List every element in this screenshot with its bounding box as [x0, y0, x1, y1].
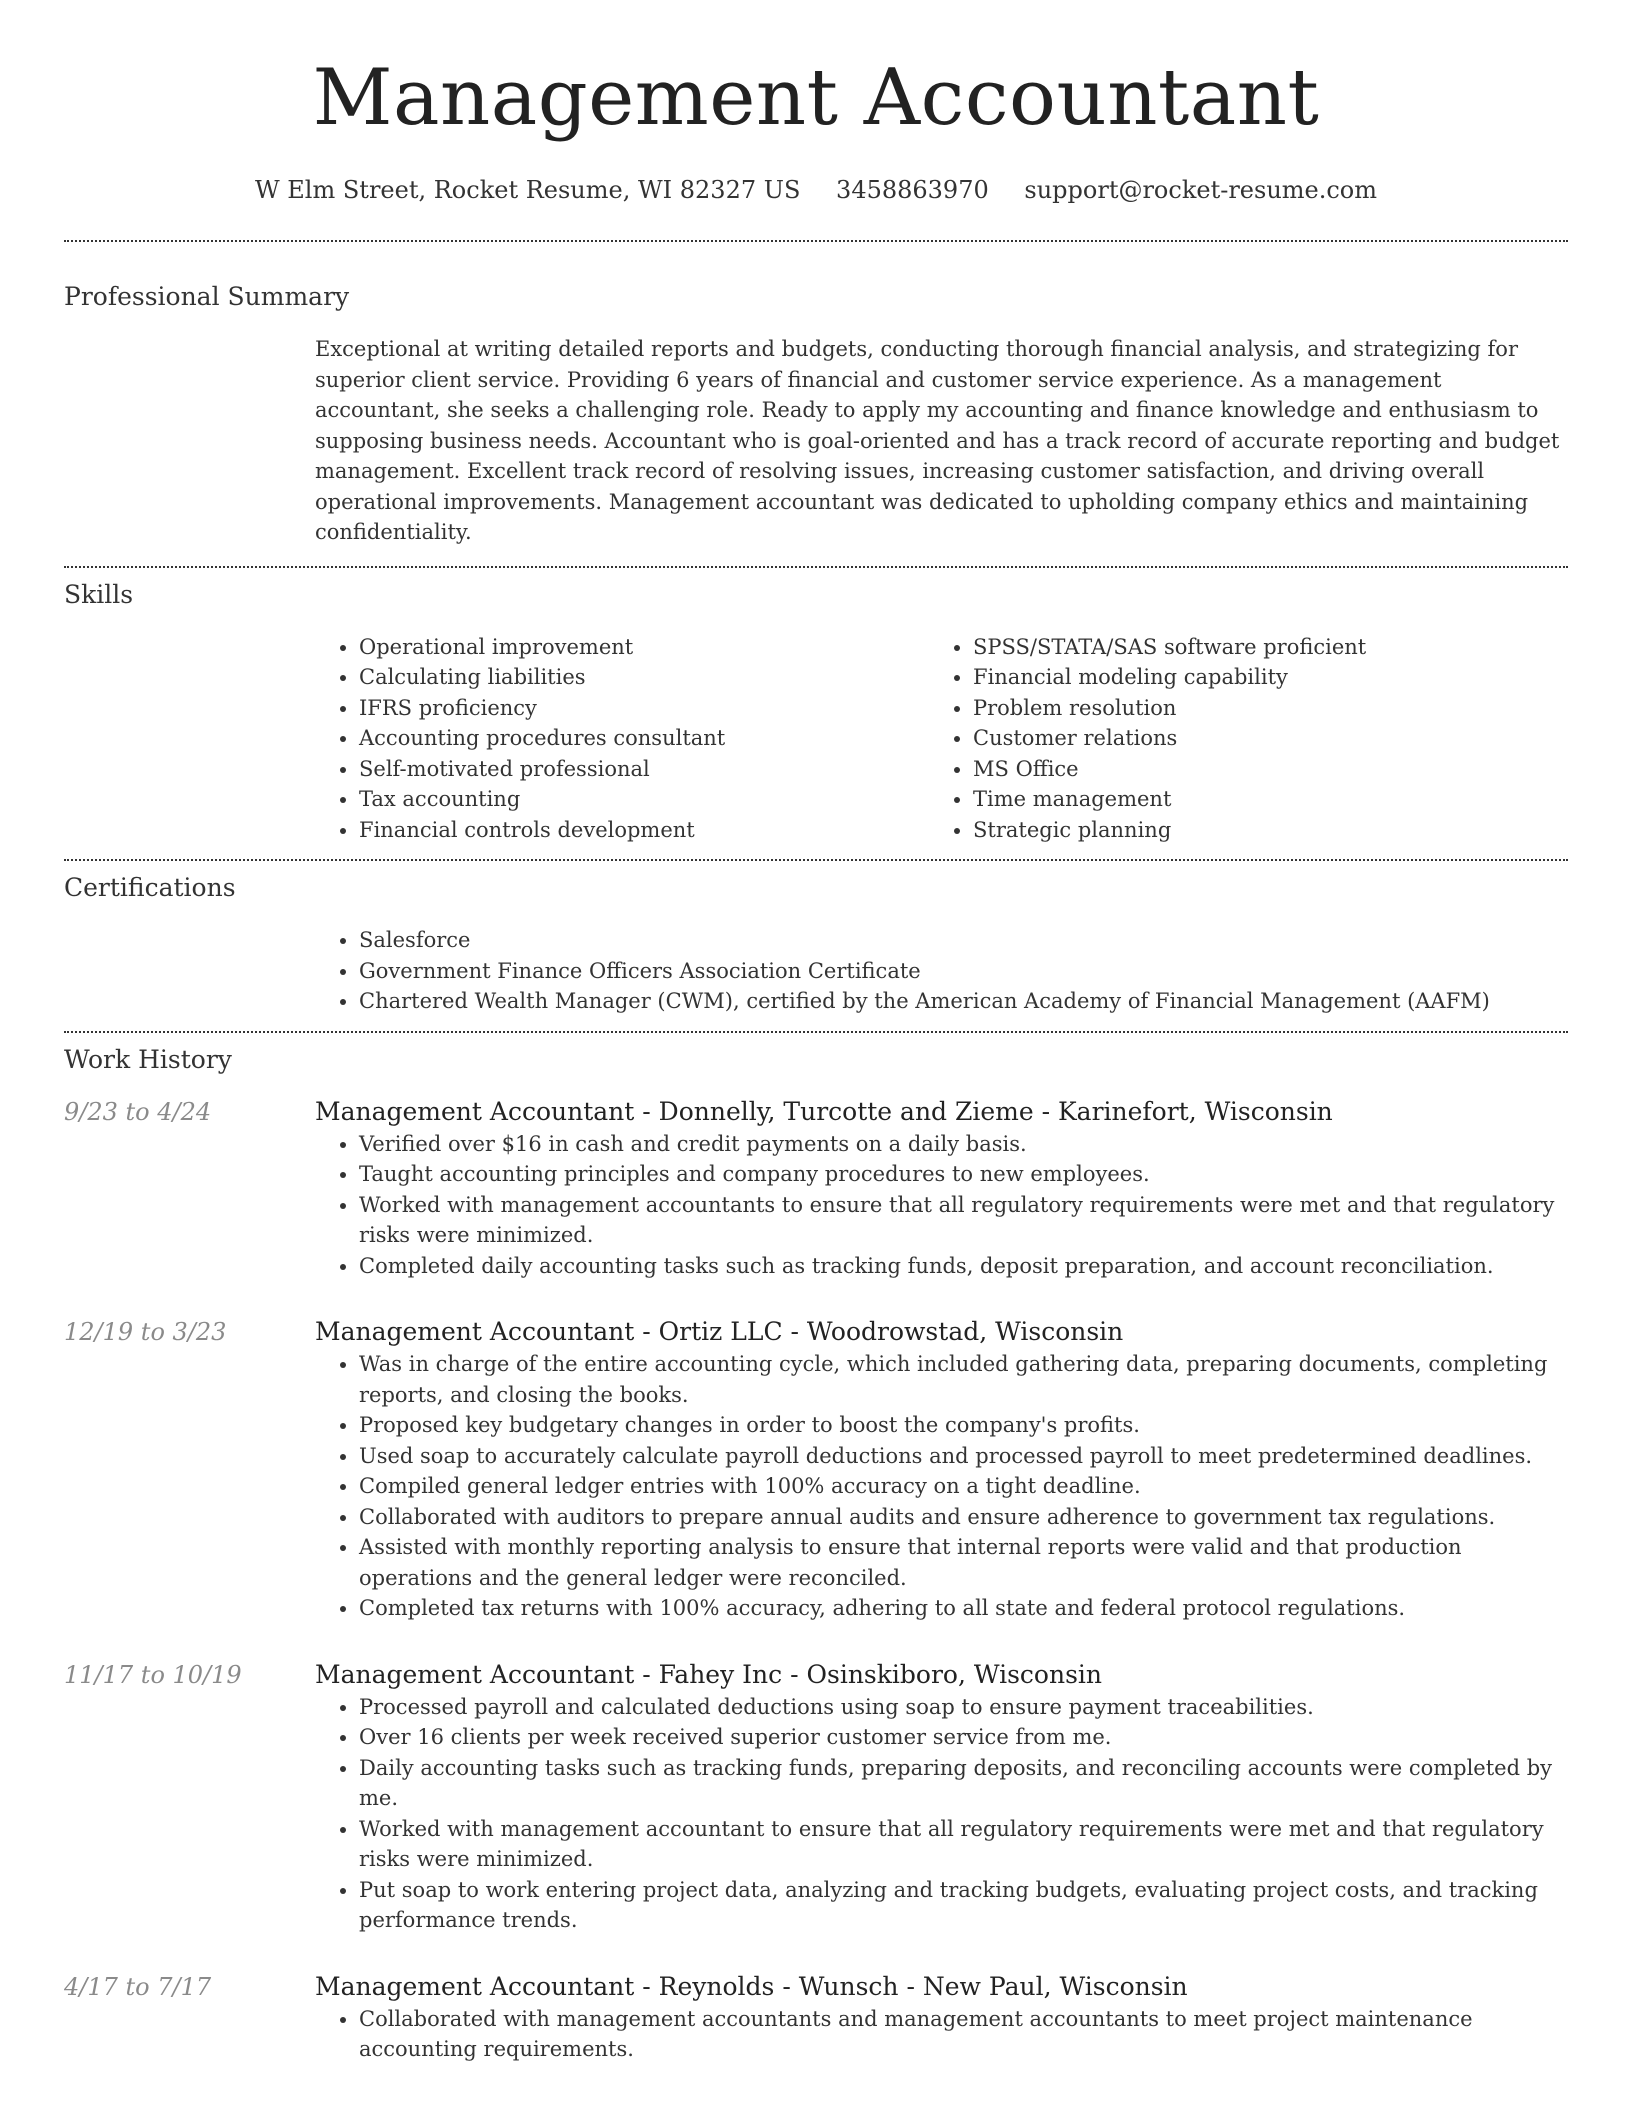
- job-dates: 4/17 to 7/17: [64, 1972, 212, 2001]
- skill-item: • Operational improvement: [359, 632, 929, 663]
- work-history-heading: Work History: [64, 1044, 232, 1074]
- skill-item: • Problem resolution: [973, 693, 1543, 724]
- skills-divider: [64, 859, 1568, 861]
- skill-item: • Financial controls development: [359, 815, 929, 846]
- skill-item: • Self-motivated professional: [359, 754, 929, 785]
- job-bullets: [315, 1349, 1568, 1624]
- job-bullet: • Compiled general ledger entries with 100% accuracy on a tight deadline.: [359, 1471, 1568, 1502]
- job-bullet: • Processed payroll and calculated deductions using soap to ensure payment traceabilities.: [359, 1692, 1568, 1723]
- job-dates: 9/23 to 4/24: [64, 1097, 212, 1126]
- job-bullet: • Was in charge of the entire accounting cycle, which included gathering data, preparing documents, completing reports, and closing the books.: [359, 1349, 1568, 1410]
- contact-email: support@rocket-resume.com: [1024, 176, 1378, 204]
- contact-line: [64, 174, 1568, 206]
- skills-list-right: [929, 632, 1543, 846]
- skills-list-left: [315, 632, 929, 846]
- job-bullets: [315, 2004, 1568, 2065]
- certification-item: • Salesforce: [359, 925, 1568, 956]
- contact-phone: 3458863970: [836, 176, 989, 204]
- job-title: Management Accountant - Fahey Inc - Osinskiboro, Wisconsin: [315, 1659, 1102, 1689]
- skill-item: • Tax accounting: [359, 784, 929, 815]
- job-bullet: • Over 16 clients per week received superior customer service from me.: [359, 1722, 1568, 1753]
- skill-item: • Calculating liabilities: [359, 662, 929, 693]
- job-bullets: [315, 1692, 1568, 1936]
- summary-section: [64, 280, 1568, 548]
- job-bullet: • Completed daily accounting tasks such as tracking funds, deposit preparation, and account reconciliation.: [359, 1251, 1568, 1282]
- job-dates: 12/19 to 3/23: [64, 1318, 227, 1346]
- job-title: Management Accountant - Ortiz LLC - Woodrowstad, Wisconsin: [315, 1317, 1124, 1346]
- certification-item: • Chartered Wealth Manager (CWM), certified by the American Academy of Financial Management (AAFM): [359, 986, 1568, 1017]
- skill-item: • MS Office: [973, 754, 1543, 785]
- page-title: Management Accountant: [312, 53, 1320, 143]
- skill-item: • Strategic planning: [973, 815, 1543, 846]
- job-title: Management Accountant - Donnelly, Turcotte and Zieme - Karinefort, Wisconsin: [315, 1096, 1333, 1126]
- job-bullet: • Collaborated with auditors to prepare annual audits and ensure adherence to government tax regulations.: [359, 1502, 1568, 1533]
- job-bullet: • Used soap to accurately calculate payroll deductions and processed payroll to meet predetermined deadlines.: [359, 1441, 1568, 1472]
- resume-header: [64, 0, 1568, 206]
- skill-item: • Time management: [973, 784, 1543, 815]
- summary-heading: Professional Summary: [64, 282, 350, 311]
- job-body: [315, 1315, 1568, 1624]
- job-bullet: • Put soap to work entering project data, analyzing and tracking budgets, evaluating project costs, and tracking performance trends.: [359, 1875, 1568, 1936]
- header-divider: [64, 240, 1568, 242]
- skills-column-right: [929, 632, 1543, 846]
- job-bullet: • Verified over $16 in cash and credit payments on a daily basis.: [359, 1129, 1568, 1160]
- job-bullet: • Taught accounting principles and company procedures to new employees.: [359, 1159, 1568, 1190]
- certifications-section: [64, 871, 1568, 1017]
- skill-item: • SPSS/STATA/SAS software proficient: [973, 632, 1543, 663]
- job-bullet: • Daily accounting tasks such as tracking funds, preparing deposits, and reconciling accounts were completed by me.: [359, 1753, 1568, 1814]
- certifications-block: [315, 925, 1568, 1017]
- certifications-heading: Certifications: [64, 873, 236, 902]
- summary-divider: [64, 566, 1568, 568]
- skills-column-left: [315, 632, 929, 846]
- job-bullet: • Proposed key budgetary changes in order to boost the company's profits.: [359, 1410, 1568, 1441]
- job-body: [315, 1095, 1568, 1282]
- job-body: [315, 1658, 1568, 1936]
- work-history-section: [64, 1043, 1568, 2065]
- contact-address: W Elm Street, Rocket Resume, WI 82327 US: [254, 176, 801, 204]
- skill-item: • Customer relations: [973, 723, 1543, 754]
- job-bullet: • Worked with management accountant to ensure that all regulatory requirements were met and that regulatory risks were minimized.: [359, 1814, 1568, 1875]
- skill-item: • IFRS proficiency: [359, 693, 929, 724]
- certifications-divider: [64, 1031, 1568, 1033]
- skills-section: [64, 578, 1568, 846]
- certifications-list: [315, 925, 1568, 1017]
- job-bullet: • Assisted with monthly reporting analysis to ensure that internal reports were valid and that production operations and the general ledger were reconciled.: [359, 1532, 1568, 1593]
- job-title: Management Accountant - Reynolds - Wunsch - New Paul, Wisconsin: [315, 1971, 1188, 2001]
- skill-item: • Financial modeling capability: [973, 662, 1543, 693]
- certification-item: • Government Finance Officers Association Certificate: [359, 956, 1568, 987]
- skills-heading: Skills: [64, 579, 134, 609]
- job-entry: [64, 1095, 1568, 1282]
- job-bullet: • Collaborated with management accountants and management accountants to meet project maintenance accounting requirements.: [359, 2004, 1568, 2065]
- job-bullets: [315, 1129, 1568, 1282]
- job-body: [315, 1970, 1568, 2065]
- job-entry: [64, 1315, 1568, 1624]
- job-bullet: • Worked with management accountants to ensure that all regulatory requirements were met and that regulatory risks were minimized.: [359, 1190, 1568, 1251]
- skills-grid: [315, 632, 1568, 846]
- job-dates: 11/17 to 10/19: [64, 1660, 242, 1689]
- job-entry: [64, 1970, 1568, 2065]
- skill-item: • Accounting procedures consultant: [359, 723, 929, 754]
- job-entry: [64, 1658, 1568, 1936]
- summary-text: Exceptional at writing detailed reports and budgets, conducting thorough financial analysis, and strategizing for superior client service. Providing 6 years of financial and customer service experience. As a management accountant, she seeks a challenging role. Ready to apply my accounting and finance knowledge and enthusiasm to supposing business needs. Accountant who is goal-oriented and has a track record of accurate reporting and budget management. Excellent track record of resolving issues, increasing customer satisfaction, and driving overall operational improvements. Management accountant was dedicated to upholding company ethics and maintaining confidentiality.: [315, 337, 1560, 544]
- job-bullet: • Completed tax returns with 100% accuracy, adhering to all state and federal protocol regulations.: [359, 1593, 1568, 1624]
